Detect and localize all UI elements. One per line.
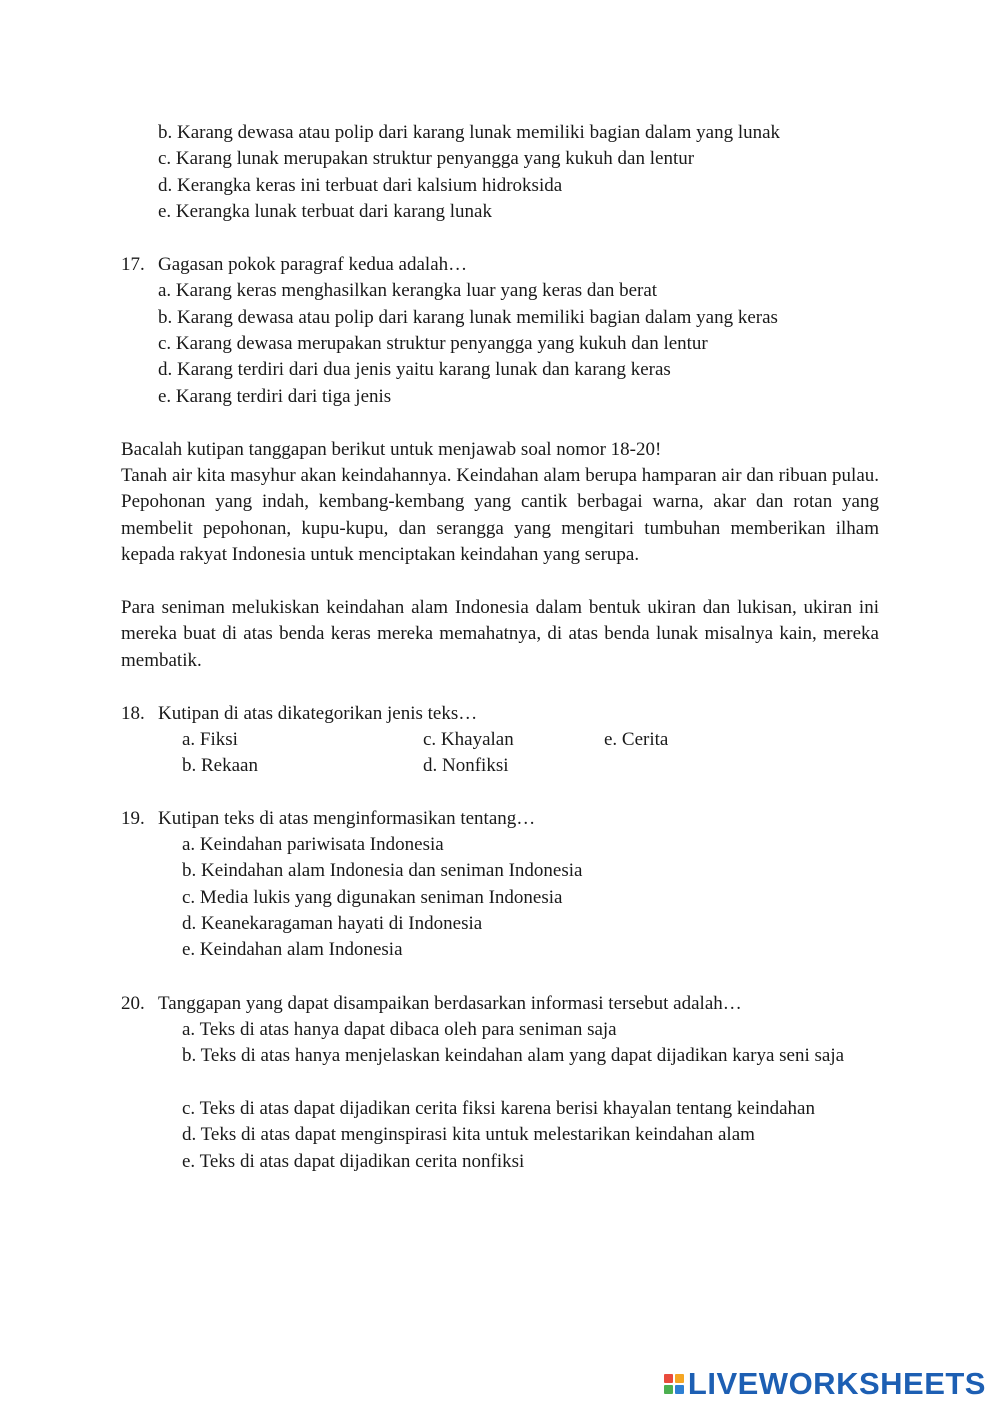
logo-square-4 xyxy=(675,1385,684,1394)
q19-number: 19. xyxy=(121,808,145,829)
q19-option-e: e. Keindahan alam Indonesia xyxy=(182,939,403,960)
q16-option-e: e. Kerangka lunak terbuat dari karang lunak xyxy=(158,201,492,222)
q19-option-a: a. Keindahan pariwisata Indonesia xyxy=(182,834,444,855)
q17-option-d: d. Karang terdiri dari dua jenis yaitu karang lunak dan karang keras xyxy=(158,359,671,380)
logo-square-3 xyxy=(664,1385,673,1394)
q18-question: Kutipan di atas dikategorikan jenis teks… xyxy=(158,703,478,724)
liveworksheets-logo-icon xyxy=(664,1374,684,1394)
q20-option-e: e. Teks di atas dapat dijadikan cerita nonfiksi xyxy=(182,1151,525,1172)
q18-option-c: c. Khayalan xyxy=(423,729,514,750)
q17-option-e: e. Karang terdiri dari tiga jenis xyxy=(158,386,392,407)
q17-question: Gagasan pokok paragraf kedua adalah… xyxy=(158,254,468,275)
q20-number: 20. xyxy=(121,993,145,1014)
q19-question: Kutipan teks di atas menginformasikan tentang… xyxy=(158,808,536,829)
q19-option-c: c. Media lukis yang digunakan seniman Indonesia xyxy=(182,887,563,908)
q17-option-a: a. Karang keras menghasilkan kerangka luar yang keras dan berat xyxy=(158,280,658,301)
q16-option-b: b. Karang dewasa atau polip dari karang lunak memiliki bagian dalam yang lunak xyxy=(158,122,781,143)
q18-option-e: e. Cerita xyxy=(604,729,669,750)
q16-option-d: d. Kerangka keras ini terbuat dari kalsium hidroksida xyxy=(158,175,563,196)
q20-option-d: d. Teks di atas dapat menginspirasi kita untuk melestarikan keindahan alam xyxy=(182,1124,755,1145)
passage-paragraph-2: Para seniman melukiskan keindahan alam Indonesia dalam bentuk ukiran dan lukisan, ukiran ini mereka buat di atas benda keras mereka memahatnya, di atas benda lunak misalnya kain, mereka membatik. xyxy=(121,597,879,671)
q17-option-b: b. Karang dewasa atau polip dari karang lunak memiliki bagian dalam yang keras xyxy=(158,307,778,328)
q18-option-d: d. Nonfiksi xyxy=(423,755,509,776)
logo-square-1 xyxy=(664,1374,673,1383)
q17-number: 17. xyxy=(121,254,145,275)
q18-option-a: a. Fiksi xyxy=(182,729,238,750)
q20-question: Tanggapan yang dapat disampaikan berdasarkan informasi tersebut adalah… xyxy=(158,993,742,1014)
passage-paragraph-1: Tanah air kita masyhur akan keindahannya. Keindahan alam berupa hamparan air dan ribuan pulau. Pepohonan yang indah, kembang-kembang yang cantik berbagai warna, akar dan rotan yang membelit pepohonan, kupu-kupu, dan serangga yang mengitari tumbuhan memberikan ilham kepada rakyat Indonesia untuk menciptakan keindahan yang serupa. xyxy=(121,465,879,565)
passage-instruction: Bacalah kutipan tanggapan berikut untuk menjawab soal nomor 18-20! xyxy=(121,439,662,460)
q19-option-b: b. Keindahan alam Indonesia dan seniman Indonesia xyxy=(182,860,583,881)
q20-option-c: c. Teks di atas dapat dijadikan cerita fiksi karena berisi khayalan tentang keindahan xyxy=(182,1098,815,1119)
q18-option-b: b. Rekaan xyxy=(182,755,258,776)
q17-option-c: c. Karang dewasa merupakan struktur penyangga yang kukuh dan lentur xyxy=(158,333,708,354)
q20-option-a: a. Teks di atas hanya dapat dibaca oleh para seniman saja xyxy=(182,1019,617,1040)
q19-option-d: d. Keanekaragaman hayati di Indonesia xyxy=(182,913,483,934)
q16-option-c: c. Karang lunak merupakan struktur penyangga yang kukuh dan lentur xyxy=(158,148,695,169)
q20-option-b: b. Teks di atas hanya menjelaskan keindahan alam yang dapat dijadikan karya seni saja xyxy=(182,1045,845,1066)
liveworksheets-brand-text: LIVEWORKSHEETS xyxy=(687,1366,986,1401)
logo-square-2 xyxy=(675,1374,684,1383)
q18-number: 18. xyxy=(121,703,145,724)
liveworksheets-logo xyxy=(664,1366,986,1402)
